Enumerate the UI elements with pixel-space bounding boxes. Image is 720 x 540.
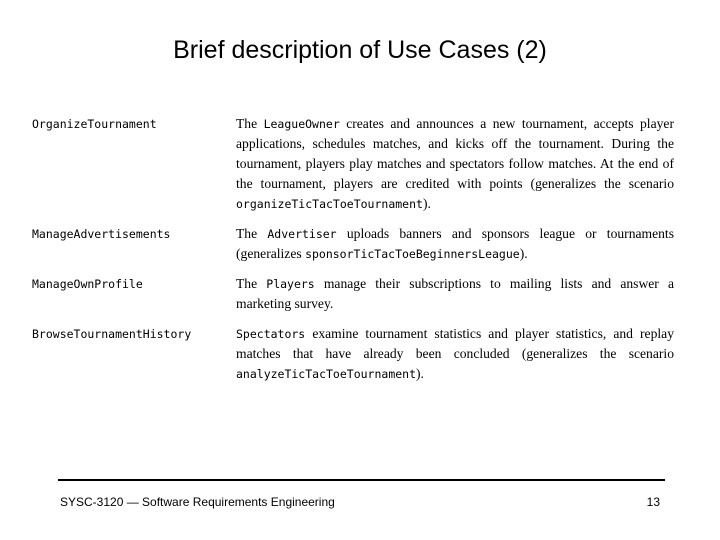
desc-text: ). <box>416 366 424 381</box>
page-number: 13 <box>646 495 660 509</box>
actor-name: Players <box>266 277 315 291</box>
desc-text: The <box>236 226 268 241</box>
actor-name: LeagueOwner <box>263 117 340 131</box>
use-case-description <box>236 114 674 214</box>
actor-name: Advertiser <box>267 227 337 241</box>
footer-course: SYSC-3120 — Software Requirements Engineering <box>60 495 335 509</box>
desc-text: uploads banners and sponsors league or tournaments (generalizes <box>236 226 674 261</box>
scenario-reference: analyzeTicTacToeTournament <box>236 367 417 381</box>
desc-text: The <box>236 276 267 291</box>
use-case-row <box>32 324 678 384</box>
desc-text: ). <box>519 246 528 261</box>
desc-text: examine tournament statistics and player statistics, and replay matches that have already been concluded (generalizes the scenario <box>236 326 674 361</box>
scenario-reference: sponsorTicTacToeBeginnersLeague <box>305 247 520 261</box>
desc-text: creates and announces a new tournament, accepts player applications, schedules matches, and kicks off the tournament. During the tournament, players play matches and spectators follow matches. At the end of the tournament, players are credited with points (generalizes the scenario <box>236 116 674 191</box>
footer-divider <box>58 479 665 481</box>
desc-text: ). <box>422 196 431 211</box>
actor-name: Spectators <box>236 327 306 341</box>
use-case-row <box>32 274 678 314</box>
use-case-description <box>236 274 674 314</box>
use-case-name: ManageOwnProfile <box>32 277 143 291</box>
desc-text: manage their subscriptions to mailing lists and answer a marketing survey. <box>236 276 674 311</box>
use-case-name: OrganizeTournament <box>32 117 157 131</box>
slide-title: Brief description of Use Cases (2) <box>173 36 547 64</box>
scenario-reference: organizeTicTacToeTournament <box>236 197 423 211</box>
use-case-row <box>32 224 678 264</box>
use-case-name: ManageAdvertisements <box>32 227 171 241</box>
use-case-description <box>236 324 674 384</box>
use-case-name: BrowseTournamentHistory <box>32 327 192 341</box>
use-case-row <box>32 114 678 214</box>
use-case-table <box>32 114 678 384</box>
desc-text: The <box>236 116 264 131</box>
use-case-description <box>236 224 674 264</box>
